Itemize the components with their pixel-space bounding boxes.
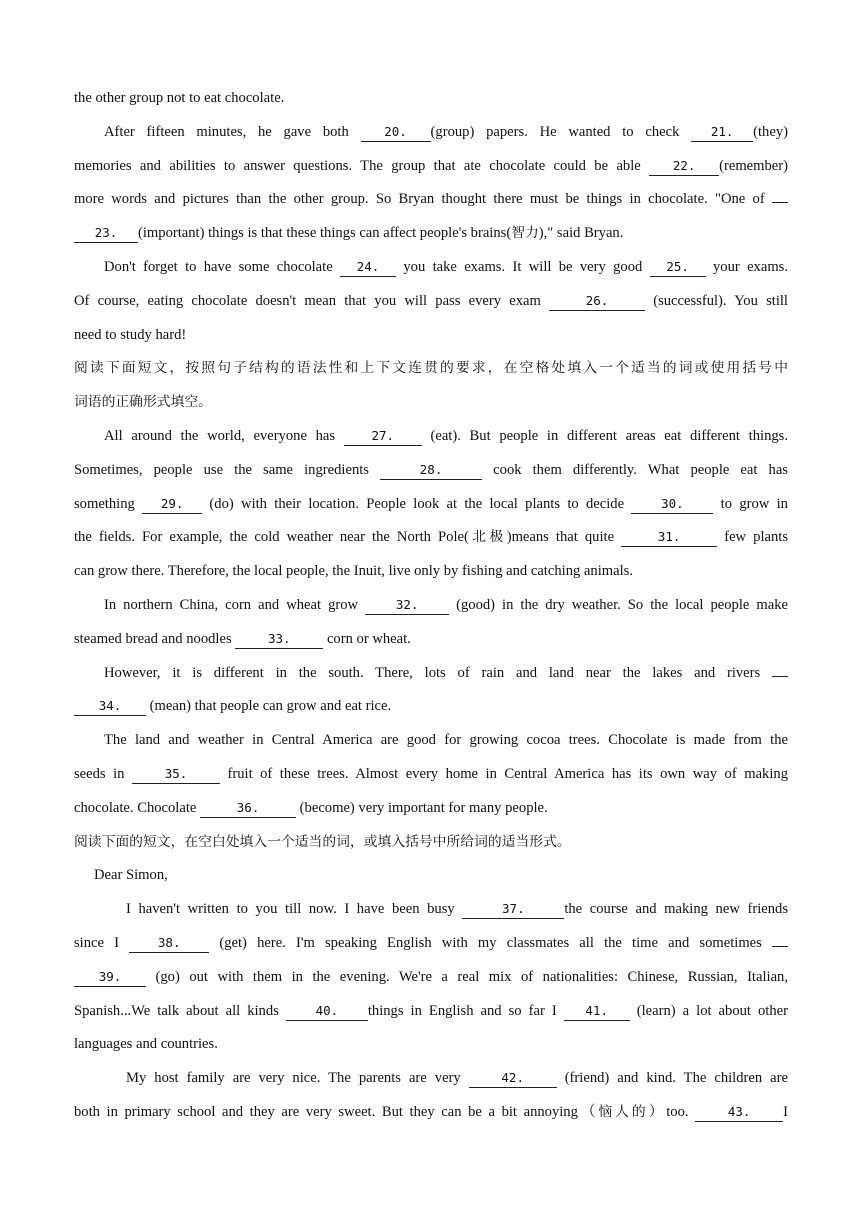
text-line (74, 1098, 788, 1132)
text-line (74, 321, 788, 355)
answer-blank[interactable]: 23. (74, 223, 138, 243)
chinese-text: 词语的正确形式填空。 (74, 394, 212, 411)
passage-text: your exams. (705, 258, 788, 275)
passage-text: (group) papers. He wanted to check (430, 123, 692, 140)
answer-blank[interactable]: 41. (564, 1001, 630, 1021)
text-line (74, 84, 788, 118)
answer-blank[interactable]: 24. (340, 257, 396, 277)
text-line (74, 929, 788, 963)
text-line (74, 659, 788, 693)
passage-text: need to study hard! (74, 326, 187, 343)
text-line (74, 895, 788, 929)
passage-text: since I (74, 934, 130, 951)
passage-text: (learn) a lot about other (629, 1002, 788, 1019)
passage-text: cook them differently. What people eat has (482, 461, 788, 478)
text-line (74, 963, 788, 997)
answer-blank[interactable]: 29. (142, 494, 202, 514)
answer-blank[interactable]: 38. (129, 933, 209, 953)
answer-blank[interactable]: 33. (235, 629, 323, 649)
answer-blank[interactable]: 30. (631, 494, 713, 514)
answer-blank[interactable] (772, 946, 788, 947)
answer-blank[interactable]: 40. (286, 1001, 368, 1021)
passage-text: (mean) that people can grow and eat rice. (146, 698, 392, 715)
chinese-text: 阅读下面短文，按照句子结构的语法性和上下文连贯的要求，在空格处填入一个适当的词或使用括号中 (74, 360, 788, 377)
answer-blank[interactable]: 43. (695, 1102, 783, 1122)
text-line (74, 557, 788, 591)
document-page (74, 84, 788, 1132)
text-line (74, 422, 788, 456)
passage-text: Don't forget to have some chocolate (104, 258, 341, 275)
passage-text: you take exams. It will be very good (396, 258, 650, 275)
passage-text: (become) very important for many people. (296, 799, 548, 816)
text-line (74, 1030, 788, 1064)
chinese-text: 智力 (511, 225, 539, 242)
passage-text: After fifteen minutes, he gave both (104, 123, 361, 140)
passage-text: things in English and so far I (367, 1002, 564, 1019)
answer-blank[interactable]: 22. (649, 156, 719, 176)
passage-text: (remember) (719, 157, 788, 174)
passage-text: Spanish...We talk about all kinds (74, 1002, 286, 1019)
passage-text: few plants (717, 529, 788, 546)
answer-blank[interactable] (772, 202, 788, 203)
passage-text: chocolate. Chocolate (74, 799, 201, 816)
answer-blank[interactable]: 21. (691, 122, 753, 142)
passage-text: something (74, 495, 143, 512)
answer-blank[interactable]: 31. (621, 527, 717, 547)
text-line (74, 388, 788, 422)
answer-blank[interactable]: 32. (365, 595, 449, 615)
passage-text: (eat). But people in different areas eat different things. (421, 427, 788, 444)
answer-blank[interactable]: 28. (380, 460, 482, 480)
passage-text: more words and pictures than the other group. So Bryan thought there must be things in chocolate. "One of (74, 191, 772, 208)
passage-text: )," said Bryan. (538, 225, 624, 242)
passage-text: the course and making new friends (564, 901, 788, 918)
answer-blank[interactable]: 25. (650, 257, 706, 277)
answer-blank[interactable]: 35. (132, 764, 220, 784)
answer-blank[interactable] (772, 676, 788, 677)
passage-text: corn or wheat. (323, 630, 411, 647)
passage-text: seeds in (74, 765, 132, 782)
passage-text: memories and abilities to answer questions. The group that ate chocolate could be able (74, 157, 650, 174)
text-line (74, 354, 788, 388)
text-line (74, 185, 788, 219)
passage-text: the other group not to eat chocolate. (74, 90, 285, 106)
passage-text: )means that quite (506, 529, 622, 546)
passage-text: ）too. (648, 1103, 696, 1120)
text-line (74, 625, 788, 659)
passage-text: (go) out with them in the evening. We're a real mix of nationalities: Chinese, Russian, Italian, (146, 968, 788, 985)
answer-blank[interactable]: 42. (469, 1068, 557, 1088)
answer-blank[interactable]: 36. (200, 798, 296, 818)
passage-text: (good) in the dry weather. So the local people make (449, 596, 788, 613)
text-line (74, 523, 788, 557)
text-line (74, 287, 788, 321)
passage-text: All around the world, everyone has (104, 427, 344, 444)
chinese-text: 北极 (468, 529, 507, 546)
chinese-text: 阅读下面的短文，在空白处填入一个适当的词，或填入括号中所给词的适当形式。 (74, 833, 571, 850)
passage-text: Sometimes, people use the same ingredients (74, 461, 381, 478)
text-line (74, 794, 788, 828)
passage-text: both in primary school and they are very sweet. But they can be a bit annoying（ (74, 1103, 599, 1120)
text-line (74, 490, 788, 524)
passage-text: languages and countries. (74, 1036, 218, 1053)
answer-blank[interactable]: 27. (344, 426, 422, 446)
text-line (74, 253, 788, 287)
answer-blank[interactable]: 34. (74, 696, 146, 716)
chinese-text: 恼人的 (598, 1103, 649, 1120)
text-line (74, 997, 788, 1031)
passage-text: the fields. For example, the cold weather near the North Pole( (74, 529, 469, 546)
answer-blank[interactable]: 39. (74, 967, 146, 987)
text-line (74, 456, 788, 490)
text-line (74, 760, 788, 794)
passage-text: (friend) and kind. The children are (556, 1070, 788, 1087)
passage-text: (get) here. I'm speaking English with my classmates all the time and sometimes (209, 934, 772, 951)
passage-text: Of course, eating chocolate doesn't mean that you will pass every exam (74, 292, 550, 309)
passage-text: to grow in (713, 495, 788, 512)
answer-blank[interactable]: 26. (549, 291, 645, 311)
text-line (74, 861, 788, 895)
passage-text: can grow there. Therefore, the local people, the Inuit, live only by fishing and catching animals. (74, 563, 633, 580)
text-line (74, 152, 788, 186)
text-line (74, 692, 788, 726)
passage-text: The land and weather in Central America are good for growing cocoa trees. Chocolate is made from the (104, 732, 788, 749)
passage-text: However, it is different in the south. There, lots of rain and land near the lakes and rivers (104, 664, 772, 681)
text-line (74, 726, 788, 760)
passage-text: (do) with their location. People look at the local plants to decide (202, 495, 632, 512)
text-line (74, 1064, 788, 1098)
passage-text: fruit of these trees. Almost every home in Central America has its own way of making (219, 765, 788, 782)
passage-text: I (783, 1103, 788, 1120)
passage-text: (successful). You still (645, 292, 788, 309)
passage-text: Dear Simon, (94, 867, 168, 884)
passage-text: I haven't written to you till now. I have been busy (126, 901, 463, 918)
passage-text: My host family are very nice. The parents are very (126, 1070, 469, 1087)
passage-text: In northern China, corn and wheat grow (104, 596, 366, 613)
text-line (74, 118, 788, 152)
answer-blank[interactable]: 37. (462, 899, 564, 919)
passage-text: steamed bread and noodles (74, 630, 236, 647)
answer-blank[interactable]: 20. (361, 122, 431, 142)
text-line (74, 591, 788, 625)
text-line (74, 828, 788, 862)
passage-text: (important) things is that these things can affect people's brains( (138, 225, 512, 242)
passage-text: (they) (753, 123, 788, 140)
text-line (74, 219, 788, 253)
